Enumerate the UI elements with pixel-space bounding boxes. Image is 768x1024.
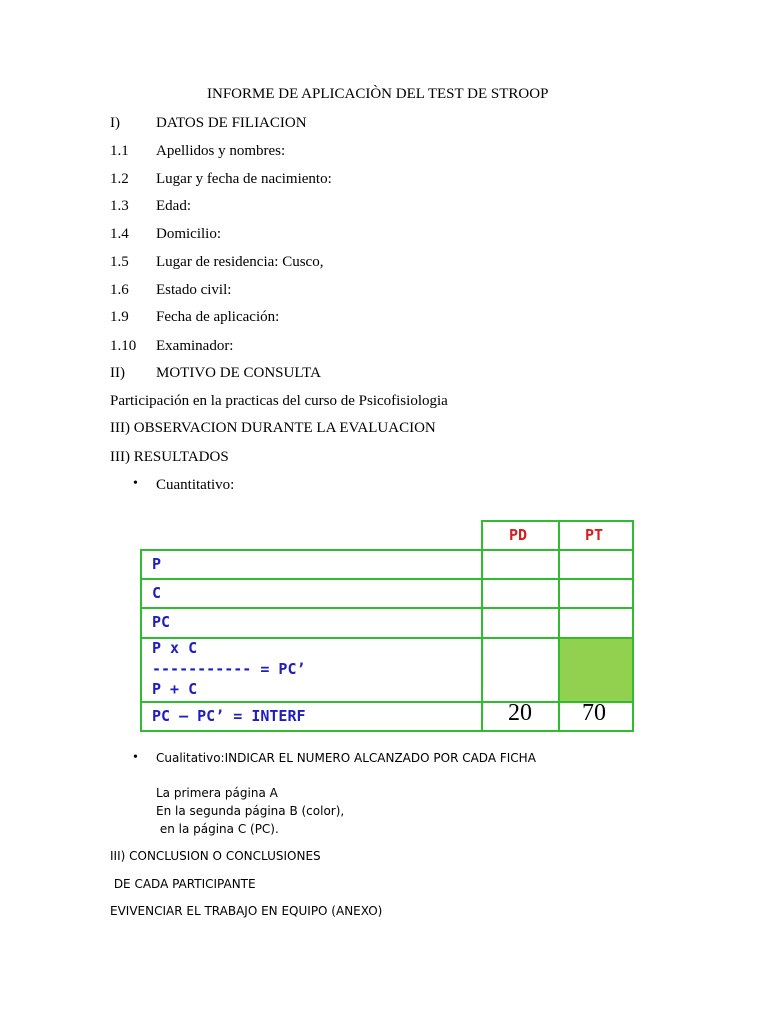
cuantitativo-label: Cuantitativo: (156, 477, 235, 493)
bullet-icon: • (133, 476, 138, 491)
section-1-label: DATOS DE FILIACION (156, 115, 307, 131)
filiation-item-label: Apellidos y nombres: (156, 143, 286, 159)
motivo-text: Participación en la practicas del curso de Psicofisiologia (110, 393, 448, 409)
filiation-item-number: 1.2 (110, 171, 129, 187)
filiation-item-number: 1.1 (110, 143, 129, 159)
row-label-p: P (152, 555, 162, 573)
filiation-item-label: Examinador: (156, 338, 234, 354)
filiation-item-label: Domicilio: (156, 226, 221, 242)
filiation-item-number: 1.6 (110, 282, 129, 298)
formula-numerator: P x C (152, 639, 198, 657)
formula-denominator: P + C (152, 680, 198, 698)
filiation-item-number: 1.3 (110, 198, 129, 214)
header-pt: PT (585, 526, 604, 544)
table-border (481, 520, 483, 732)
interf-pd-value: 20 (508, 700, 532, 726)
row-label-interf: PC – PC’ = INTERF (152, 707, 306, 725)
document-title: INFORME DE APLICACIÒN DEL TEST DE STROOP (207, 86, 549, 102)
resultados-heading: III) RESULTADOS (110, 449, 229, 465)
observacion-heading: III) OBSERVACION DURANTE LA EVALUACION (110, 420, 436, 436)
shaded-cell (560, 639, 632, 701)
filiation-item-number: 1.4 (110, 226, 129, 242)
filiation-item-label: Estado civil: (156, 282, 232, 298)
header-pd: PD (509, 526, 528, 544)
table-border (140, 549, 142, 732)
filiation-item-label: Lugar de residencia: Cusco, (156, 254, 324, 270)
filiation-item-label: Lugar y fecha de nacimiento: (156, 171, 332, 187)
section-2-label: MOTIVO DE CONSULTA (156, 365, 321, 381)
row-label-pc: PC (152, 613, 171, 631)
table-border (632, 520, 634, 732)
formula-fraction-line: ----------- = PC’ (152, 660, 306, 678)
page-line: en la página C (PC). (156, 822, 279, 836)
filiation-item-label: Fecha de aplicación: (156, 309, 280, 325)
filiation-item-label: Edad: (156, 198, 191, 214)
row-label-c: C (152, 584, 162, 602)
interf-pt-value: 70 (582, 700, 606, 726)
section-2-number: II) (110, 365, 125, 381)
filiation-item-number: 1.10 (110, 338, 137, 354)
conclusion-heading: III) CONCLUSION O CONCLUSIONES (110, 849, 321, 863)
filiation-item-number: 1.5 (110, 254, 129, 270)
evidenciar-text: EVIVENCIAR EL TRABAJO EN EQUIPO (ANEXO) (110, 904, 383, 918)
page-line: En la segunda página B (color), (156, 804, 345, 818)
bullet-icon: • (133, 750, 138, 765)
filiation-item-number: 1.9 (110, 309, 129, 325)
cualitativo-label: Cualitativo:INDICAR EL NUMERO ALCANZADO POR CADA FICHA (156, 751, 536, 765)
page-line: La primera página A (156, 786, 278, 800)
section-1-number: I) (110, 115, 120, 131)
participante-text: DE CADA PARTICIPANTE (110, 877, 256, 891)
